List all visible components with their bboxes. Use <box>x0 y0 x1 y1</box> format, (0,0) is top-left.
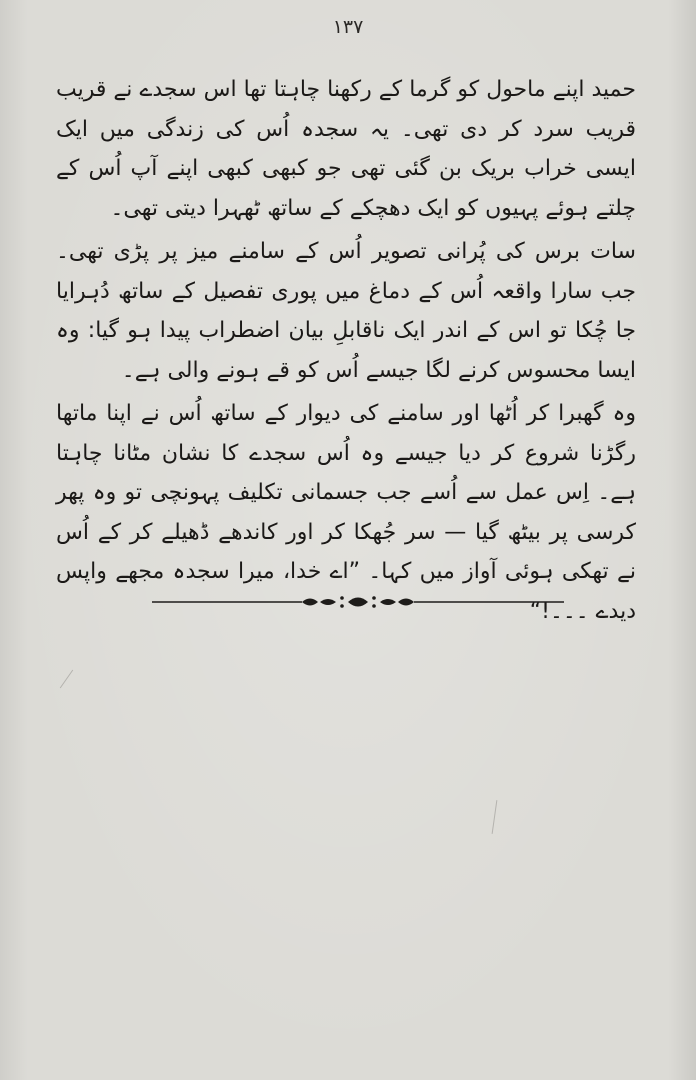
paper-scratch <box>60 670 73 689</box>
paragraph-3: وہ گھبرا کر اُٹھا اور سامنے کی دیوار کے ساتھ اُس نے اپنا ماتھا رگڑنا شروع کر دیا جیسے وہ اُس سجدے کا نشان مٹانا چاہتا ہے۔ اِس عمل سے اُسے جب جسمانی تکلیف پہونچی تو وہ پھر کرسی پر بیٹھ گیا — سر جُھکا کر اور کاندھے ڈھیلے کر کے اُس نے تھکی ہوئی آواز میں کہا۔ ”اے خدا، میرا سجدہ مجھے واپس دیدے ۔۔۔!“ <box>56 401 636 624</box>
page-number: ۱۳۷ <box>332 16 364 38</box>
decorative-rule-ornament-icon <box>152 592 564 612</box>
end-ornament <box>152 592 564 612</box>
paragraph-1: حمید اپنے ماحول کو گرما کے رکھنا چاہتا تھا اس سجدے نے قریب قریب سرد کر دی تھی۔ یہ سجدہ اُس کی زندگی میں ایک ایسی خراب بریک بن گئی تھی جو کبھی کبھی اپنے آپ اُس کے چلتے ہوئے پہیوں کو ایک دھچکے کے ساتھ ٹھہرا دیتی تھی۔ <box>56 77 636 221</box>
paragraph-2: سات برس کی پُرانی تصویر اُس کے سامنے میز پر پڑی تھی۔ جب سارا واقعہ اُس کے دماغ میں پوری تفصیل کے ساتھ دُہرایا جا چُکا تو اس کے اندر ایک ناقابلِ بیان اضطراب پیدا ہو گیا: وہ ایسا محسوس کرنے لگا جیسے اُس کو قے ہونے والی ہے۔ <box>56 239 636 383</box>
body-text <box>56 70 636 631</box>
paper-scratch <box>492 800 498 834</box>
